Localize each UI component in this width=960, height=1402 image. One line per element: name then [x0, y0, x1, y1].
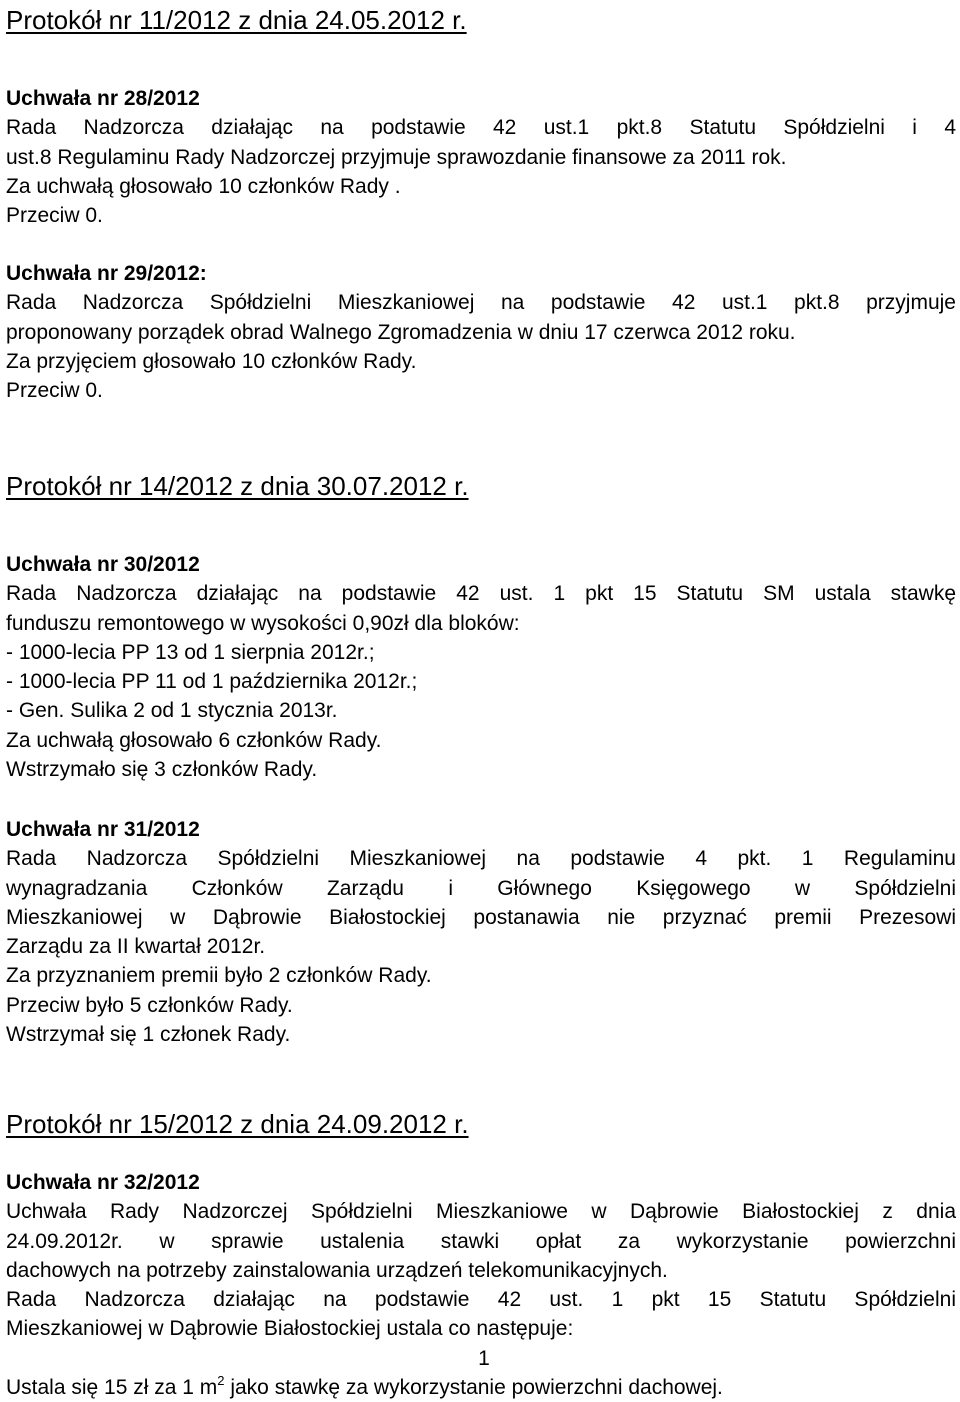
vote-for: Za przyjęciem głosowało 10 członków Rady.: [6, 349, 417, 373]
resolution-text-line: wynagradzania Członków Zarządu i Głównego Księgowego w Spółdzielni: [6, 876, 956, 900]
paragraph-number: [6, 1344, 956, 1373]
resolution-text-line: 24.09.2012r. w sprawie ustalenia stawki opłat za wykorzystanie powierzchni: [6, 1229, 956, 1253]
final-line-text: jako stawkę za wykorzystanie powierzchni dachowej.: [224, 1376, 723, 1400]
resolution-text-line: Mieszkaniowej w Dąbrowie Białostockiej postanawia nie przyznać premii Prezesowi: [6, 905, 956, 929]
vote-for: Za uchwałą głosowało 6 członków Rady.: [6, 728, 382, 752]
resolution-text-line: Uchwała Rady Nadzorczej Spółdzielni Mieszkaniowe w Dąbrowie Białostockiej z dnia: [6, 1200, 956, 1224]
resolution-32: [6, 1168, 956, 1402]
resolution-heading: Uchwała nr 29/2012:: [6, 262, 207, 285]
protocol-15-section: [6, 1108, 956, 1140]
final-line-text: Ustala się 15 zł za 1 m: [6, 1376, 218, 1400]
list-item: - Gen. Sulika 2 od 1 stycznia 2013r.: [6, 699, 338, 723]
vote-abstain: Wstrzymało się 3 członków Rady.: [6, 758, 318, 782]
resolution-28: [6, 84, 956, 230]
vote-against: Przeciw 0.: [6, 204, 103, 228]
vote-against: Przeciw było 5 członków Rady.: [6, 993, 293, 1017]
protocol-14-section: [6, 470, 956, 502]
resolution-final-line: [6, 1373, 956, 1402]
vote-for: Za uchwałą głosowało 10 członków Rady .: [6, 174, 401, 198]
resolution-text-line: dachowych na potrzeby zainstalowania urządzeń telekomunikacyjnych.: [6, 1258, 668, 1282]
resolution-text-line: Rada Nadzorcza działając na podstawie 42 ust.1 pkt.8 Statutu Spółdzielni i 4: [6, 116, 956, 140]
protocol-11-section: [6, 4, 956, 36]
resolution-heading: Uchwała nr 32/2012: [6, 1171, 200, 1194]
resolution-text-line: ust.8 Regulaminu Rady Nadzorczej przyjmuje sprawozdanie finansowe za 2011 rok.: [6, 145, 787, 169]
resolution-heading: Uchwała nr 30/2012: [6, 553, 200, 576]
resolution-text-line: Mieszkaniowej w Dąbrowie Białostockiej ustala co następuje:: [6, 1317, 574, 1341]
protocol-title: Protokół nr 11/2012 z dnia 24.05.2012 r.: [6, 5, 467, 35]
resolution-29: [6, 259, 956, 405]
paragraph-number-value: 1: [478, 1346, 490, 1370]
vote-for: Za przyznaniem premii było 2 członków Rady.: [6, 964, 432, 988]
resolution-text-line: Rada Nadzorcza działając na podstawie 42 ust. 1 pkt 15 Statutu SM ustala stawkę: [6, 582, 956, 606]
resolution-text-line: proponowany porządek obrad Walnego Zgromadzenia w dniu 17 czerwca 2012 roku.: [6, 320, 796, 344]
resolution-text-line: Zarządu za II kwartał 2012r.: [6, 935, 266, 959]
resolution-30: [6, 550, 956, 784]
resolution-text-line: funduszu remontowego w wysokości 0,90zł dla bloków:: [6, 611, 520, 635]
resolution-heading: Uchwała nr 28/2012: [6, 87, 200, 110]
resolution-text-line: Rada Nadzorcza Spółdzielni Mieszkaniowej na podstawie 42 ust.1 pkt.8 przyjmuje: [6, 291, 956, 315]
resolution-text-line: Rada Nadzorcza Spółdzielni Mieszkaniowej na podstawie 4 pkt. 1 Regulaminu: [6, 847, 956, 871]
resolution-heading: Uchwała nr 31/2012: [6, 818, 200, 841]
vote-abstain: Wstrzymał się 1 członek Rady.: [6, 1023, 291, 1047]
vote-against: Przeciw 0.: [6, 379, 103, 403]
list-item: - 1000-lecia PP 13 od 1 sierpnia 2012r.;: [6, 640, 375, 664]
protocol-title: Protokół nr 15/2012 z dnia 24.09.2012 r.: [6, 1109, 469, 1139]
list-item: - 1000-lecia PP 11 od 1 października 2012r.;: [6, 670, 418, 694]
resolution-31: [6, 815, 956, 1049]
resolution-text-line: Rada Nadzorcza działając na podstawie 42 ust. 1 pkt 15 Statutu Spółdzielni: [6, 1288, 956, 1312]
square-meter-superscript: 2: [217, 1373, 225, 1389]
protocol-title: Protokół nr 14/2012 z dnia 30.07.2012 r.: [6, 471, 469, 501]
